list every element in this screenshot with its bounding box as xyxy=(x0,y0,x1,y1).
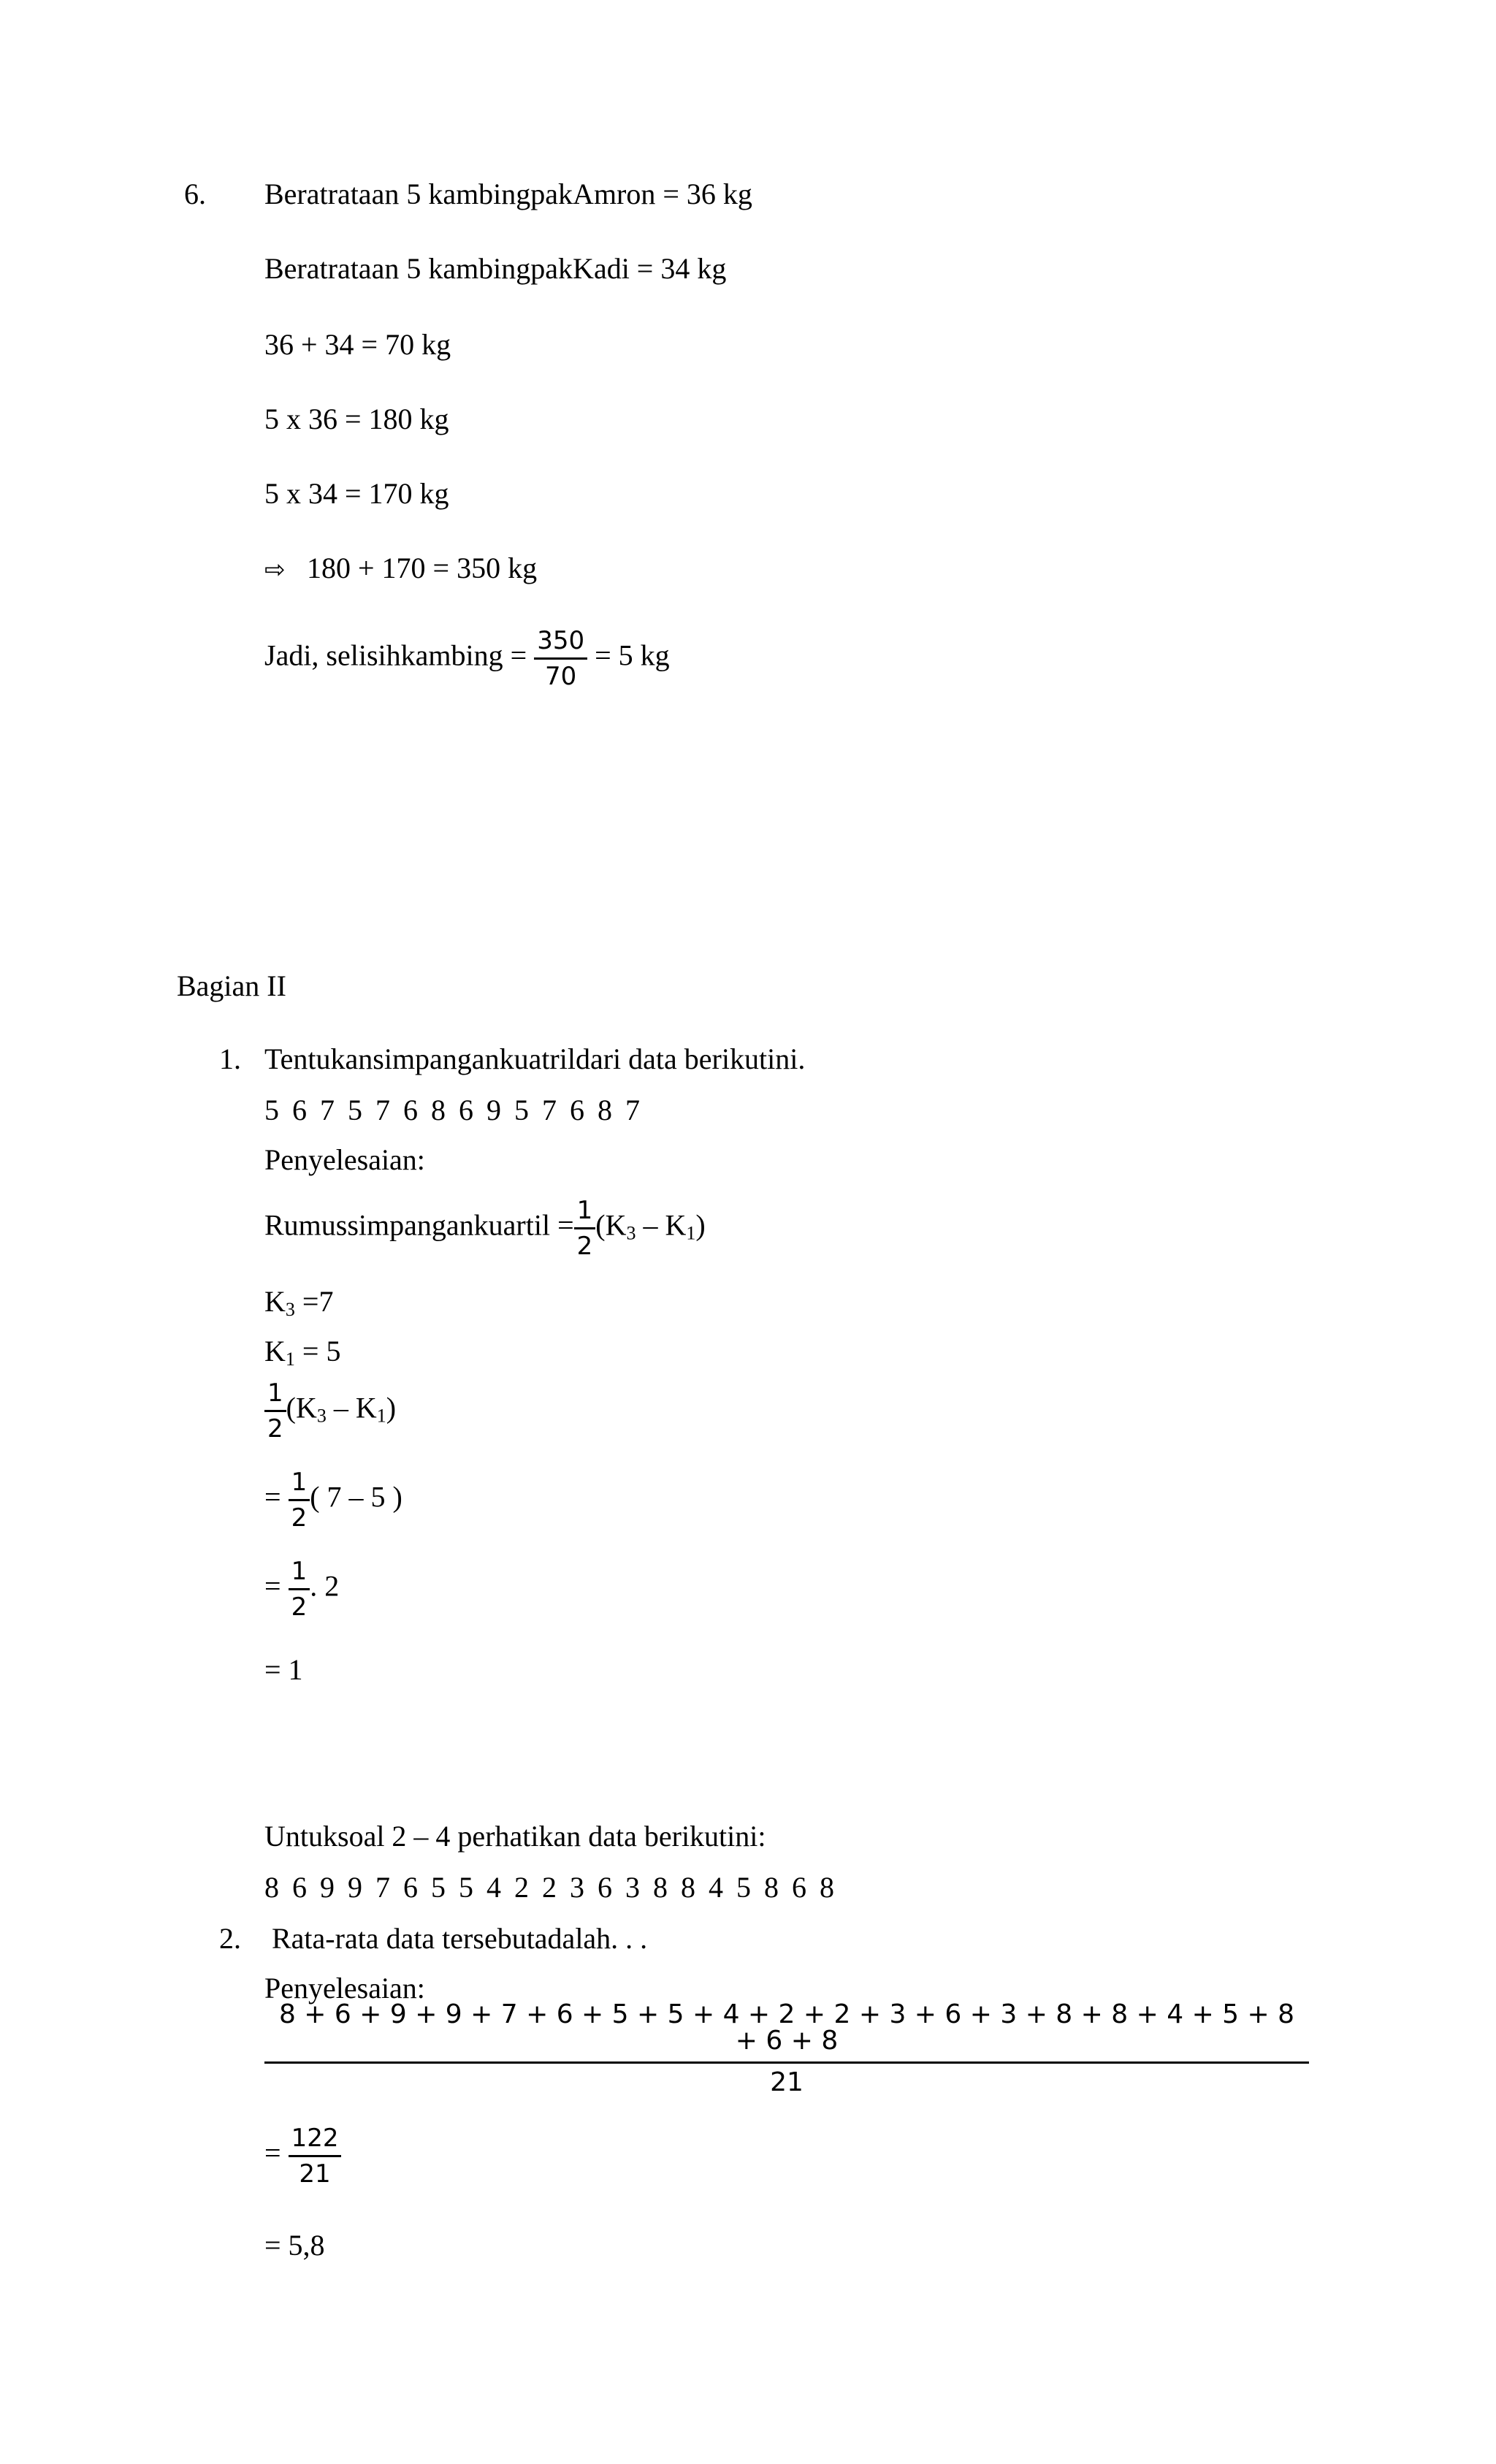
data-value: 9 xyxy=(320,1871,335,1904)
fraction-half xyxy=(289,1468,310,1533)
section-heading: Bagian II xyxy=(177,969,286,1002)
fraction-denominator: 2 xyxy=(291,1593,308,1622)
mean-result: = 5,8 xyxy=(264,2229,325,2262)
fraction-numerator: 1 xyxy=(264,1381,286,1412)
expr-part: ) xyxy=(695,1208,706,1242)
step-2-line xyxy=(264,1468,402,1533)
data-value: 6 xyxy=(292,1871,307,1904)
data-value: 6 xyxy=(459,1094,473,1126)
subscript-3: 3 xyxy=(285,1299,295,1320)
sum-fraction xyxy=(264,1999,1309,2097)
data-value: 8 xyxy=(820,1871,834,1904)
data-value: 8 xyxy=(264,1871,279,1904)
data-value: 5 xyxy=(514,1094,529,1126)
data-value: 5 xyxy=(431,1871,446,1904)
data-value: 6 xyxy=(570,1094,584,1126)
text-line-2: Beratrataan 5 kambingpakKadi = 34 kg xyxy=(264,252,727,285)
step-3-tail: . 2 xyxy=(310,1569,340,1603)
arrow-line xyxy=(264,554,537,583)
question-1-text: Tentukansimpangankuatrildari data berikutini. xyxy=(264,1042,806,1075)
arrow-line-text: 180 + 170 = 350 kg xyxy=(307,552,538,584)
fraction-denominator: 70 xyxy=(545,662,577,691)
data-value: 9 xyxy=(348,1871,362,1904)
fraction-numerator: 1 xyxy=(289,1470,310,1501)
item-number-1: 1. xyxy=(219,1042,241,1075)
k3-line xyxy=(264,1285,334,1320)
subscript-1: 1 xyxy=(686,1222,696,1244)
data-value: 5 xyxy=(348,1094,362,1126)
step-2-tail: ( 7 – 5 ) xyxy=(310,1480,402,1514)
fraction-denominator: 2 xyxy=(291,1503,308,1533)
result-line: = 1 xyxy=(264,1653,303,1686)
data-value: 5 xyxy=(264,1094,279,1126)
subscript-1: 1 xyxy=(285,1349,295,1370)
k-label: K xyxy=(264,1285,286,1318)
data-value: 5 xyxy=(459,1871,473,1904)
data-value: 7 xyxy=(542,1094,557,1126)
data-value: 5 xyxy=(736,1871,751,1904)
k-label: K xyxy=(264,1335,286,1368)
fraction-half xyxy=(289,1559,310,1620)
data-value: 2 xyxy=(542,1871,557,1904)
data-value: 3 xyxy=(570,1871,584,1904)
jadi-line xyxy=(264,628,670,689)
expr-part: (K xyxy=(286,1391,317,1424)
fraction-numerator: 1 xyxy=(289,1559,310,1590)
data-value: 3 xyxy=(625,1871,640,1904)
data-2-4 xyxy=(264,1873,847,1902)
text-line-1: Beratrataan 5 kambingpakAmron = 36 kg xyxy=(264,178,752,210)
step-3-line xyxy=(264,1559,339,1620)
data-value: 6 xyxy=(292,1094,307,1126)
item-number-2: 2. xyxy=(219,1922,241,1955)
data-value: 6 xyxy=(403,1094,418,1126)
data-value: 6 xyxy=(403,1871,418,1904)
expr-part: (K xyxy=(595,1208,627,1242)
data-value: 8 xyxy=(653,1871,668,1904)
fraction-350-70 xyxy=(534,628,587,689)
rumus-line xyxy=(264,1198,706,1259)
fraction-denominator: 2 xyxy=(267,1414,283,1443)
data-value: 8 xyxy=(681,1871,695,1904)
text-line-5: 5 x 34 = 170 kg xyxy=(264,477,449,510)
data-value: 7 xyxy=(625,1094,640,1126)
data-value: 7 xyxy=(320,1094,335,1126)
fraction-half xyxy=(264,1378,286,1443)
penyelesaian-label-2: Penyelesaian: xyxy=(264,1972,425,2005)
data-value: 7 xyxy=(375,1871,390,1904)
fraction-denominator: 2 xyxy=(576,1232,593,1261)
jadi-suffix: = 5 kg xyxy=(595,638,670,672)
data-value: 4 xyxy=(709,1871,723,1904)
step-1-line xyxy=(264,1378,397,1443)
question-2-text: Rata-rata data tersebutadalah. . . xyxy=(272,1922,648,1955)
penyelesaian-label-1: Penyelesaian: xyxy=(264,1143,425,1176)
data-value: 6 xyxy=(792,1871,806,1904)
sum-numerator: 8 + 6 + 9 + 9 + 7 + 6 + 5 + 5 + 4 + 2 + 2 + 3 + 6 + 3 + 8 + 8 + 4 + 5 + 8 + 6 + 8 xyxy=(264,2002,1309,2064)
data-value: 4 xyxy=(486,1871,501,1904)
subscript-3: 3 xyxy=(626,1222,636,1244)
fraction-numerator: 350 xyxy=(534,628,587,660)
equals-sign: = xyxy=(264,1480,281,1514)
expr-part: ) xyxy=(386,1391,397,1424)
data-value: 8 xyxy=(598,1094,612,1126)
equals-sign: = xyxy=(264,2136,281,2170)
intro-2-4: Untuksoal 2 – 4 perhatikan data berikutini: xyxy=(264,1820,766,1853)
subscript-1: 1 xyxy=(376,1405,386,1427)
subscript-3: 3 xyxy=(316,1405,327,1427)
k1-line xyxy=(264,1335,341,1370)
equals-sign: = xyxy=(264,1569,281,1603)
fraction-122-21 xyxy=(289,2124,342,2189)
expr-part: – K xyxy=(636,1208,687,1242)
mean-fraction-line xyxy=(264,2124,341,2189)
data-value: 7 xyxy=(375,1094,390,1126)
arrow-right-icon: ⇨ xyxy=(264,555,286,584)
question-1-data xyxy=(264,1096,653,1125)
data-value: 2 xyxy=(514,1871,529,1904)
expr-part: – K xyxy=(326,1391,377,1424)
fraction-denominator: 21 xyxy=(299,2159,331,2189)
fraction-numerator: 122 xyxy=(289,2126,342,2157)
k1-value: = 5 xyxy=(294,1335,341,1368)
k3-value: =7 xyxy=(294,1285,334,1318)
rumus-prefix: Rumussimpangankuartil = xyxy=(264,1208,574,1242)
fraction-half xyxy=(574,1198,596,1259)
data-value: 9 xyxy=(486,1094,501,1126)
sum-denominator: 21 xyxy=(770,2067,804,2097)
jadi-prefix: Jadi, selisihkambing = xyxy=(264,638,527,672)
data-value: 8 xyxy=(431,1094,446,1126)
fraction-numerator: 1 xyxy=(574,1198,596,1229)
item-number-6: 6. xyxy=(184,178,206,210)
text-line-3: 36 + 34 = 70 kg xyxy=(264,328,451,361)
data-value: 8 xyxy=(764,1871,779,1904)
data-value: 6 xyxy=(598,1871,612,1904)
text-line-4: 5 x 36 = 180 kg xyxy=(264,403,449,435)
